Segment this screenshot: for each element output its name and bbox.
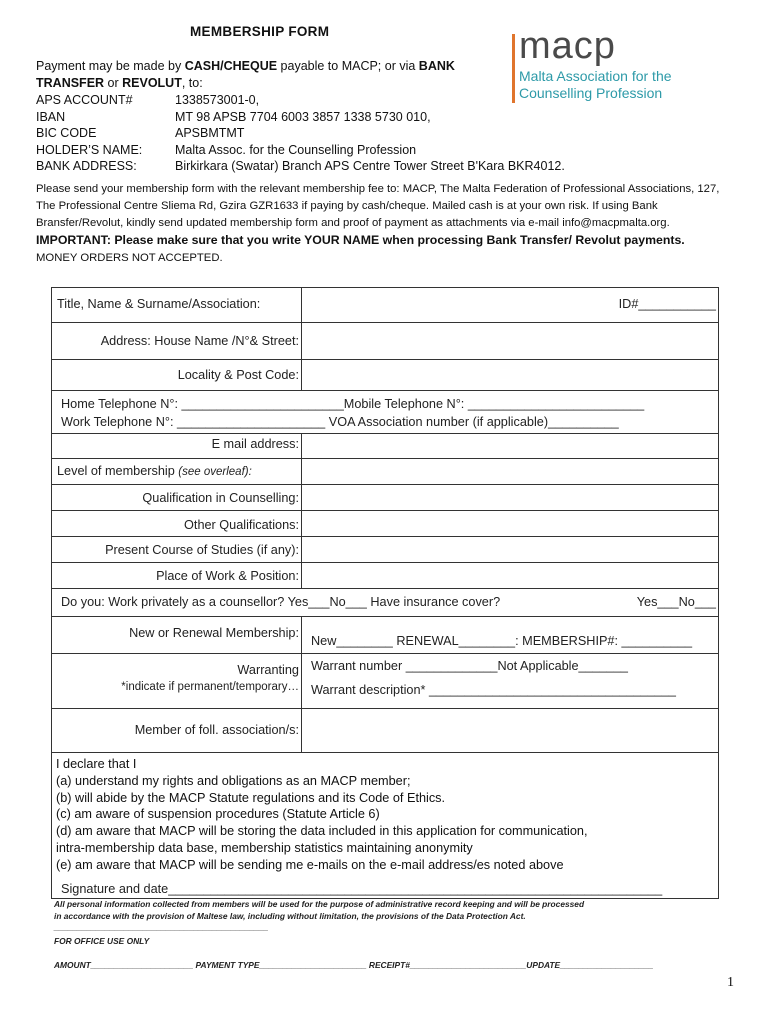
signature-date-field[interactable]: Signature and date______________________________________________________________________ bbox=[61, 882, 663, 896]
member-association-field[interactable] bbox=[301, 708, 720, 752]
declaration-b: (b) will abide by the MACP Statute regulations and its Code of Ethics. bbox=[56, 790, 446, 805]
locality-field[interactable] bbox=[301, 359, 720, 390]
label-course: Present Course of Studies (if any): bbox=[105, 543, 299, 557]
logo-line-2: Counselling Profession bbox=[519, 85, 663, 101]
page-number: 1 bbox=[727, 975, 734, 990]
payment-instructions bbox=[36, 58, 516, 91]
address-field[interactable] bbox=[301, 322, 720, 359]
notice-text: Please send your membership form with the relevant membership fee to: MACP, The Malta Federation of Professional Associations, 127, The Professional Centre Sliema Rd, Gzira GZR1633 if paying by cash/cheque. Mailed cash is at your own risk. If using Bank Bransfer/Revolut, kindly send updated membership form and proof of payment as attachments via e-mail info@macpmalta.org. bbox=[36, 183, 720, 229]
page-title: MEMBERSHIP FORM bbox=[190, 24, 330, 39]
logo-line-1: Malta Association for the bbox=[519, 68, 672, 84]
declaration-a: (a) understand my rights and obligations as an MACP member; bbox=[56, 773, 411, 788]
payment-text-1: Payment may be made by bbox=[36, 59, 185, 73]
payment-bank-transfer: BANK TRANSFER bbox=[36, 59, 455, 90]
other-qualifications-field[interactable] bbox=[301, 510, 720, 536]
label-id: ID#___________ bbox=[618, 297, 716, 311]
declaration-intro: I declare that I bbox=[56, 757, 137, 771]
workplace-field[interactable] bbox=[301, 562, 720, 588]
phones-line-1[interactable]: Home Telephone N°: _______________________Mobile Telephone N°: _________________________ bbox=[61, 397, 645, 411]
privacy-notice-2: in accordance with the provision of Maltese law, including without limitation, the provisions of the Data Protection Act. bbox=[54, 911, 526, 921]
label-address: Address: House Name /N°& Street: bbox=[100, 334, 299, 348]
course-field[interactable] bbox=[301, 536, 720, 562]
logo-subtitle bbox=[519, 68, 739, 102]
label-renewal: New or Renewal Membership: bbox=[129, 626, 299, 640]
payment-text-3: or bbox=[104, 75, 123, 90]
label-workplace: Place of Work & Position: bbox=[156, 569, 299, 583]
important-notice: IMPORTANT: Please make sure that you write YOUR NAME when processing Bank Transfer/ Revolut payments. bbox=[36, 233, 685, 247]
label-locality: Locality & Post Code: bbox=[177, 368, 299, 382]
declaration-e: (e) am aware that MACP will be sending me e-mails on the e-mail address/es noted above bbox=[56, 857, 564, 872]
private-practice-question[interactable]: Do you: Work privately as a counsellor? Yes___No___ Have insurance cover? bbox=[61, 595, 501, 609]
label-email: E mail address: bbox=[211, 437, 299, 451]
payment-revolut: REVOLUT bbox=[122, 75, 182, 90]
declaration bbox=[56, 756, 588, 874]
payment-text-4: , to: bbox=[181, 75, 203, 90]
membership-form-table bbox=[51, 287, 719, 899]
logo-wordmark: macp bbox=[519, 25, 616, 67]
label-qualification: Qualification in Counselling: bbox=[142, 491, 299, 505]
office-use-fields: AMOUNT______________________ PAYMENT TYPE_______________________ RECEIPT#_________________________UPDATE____________________ bbox=[54, 960, 654, 970]
declaration-c: (c) am aware of suspension procedures (Statute Article 6) bbox=[56, 807, 380, 822]
office-use-heading: FOR OFFICE USE ONLY bbox=[54, 936, 150, 946]
phones-line-2[interactable]: Work Telephone N°: _____________________ VOA Association number (if applicable)__________ bbox=[61, 415, 619, 429]
label-title-name: Title, Name & Surname/Association: bbox=[57, 297, 261, 311]
notice-tail: MONEY ORDERS NOT ACCEPTED. bbox=[36, 252, 223, 264]
renewal-field[interactable]: New________ RENEWAL________: MEMBERSHIP#: __________ bbox=[311, 634, 693, 648]
qualification-field[interactable] bbox=[301, 484, 720, 510]
declaration-d-cont: intra-membership data base, membership statistics maintaining anonymity bbox=[56, 840, 473, 855]
send-instructions bbox=[36, 181, 726, 267]
insurance-yes-no[interactable]: Yes___No___ bbox=[636, 595, 716, 609]
email-field[interactable] bbox=[301, 433, 720, 458]
privacy-notice-1: All personal information collected from members will be used for the purpose of administrative record keeping and will be processed bbox=[54, 899, 585, 909]
level-field[interactable] bbox=[301, 458, 720, 484]
label-warranting: Warranting bbox=[237, 663, 299, 677]
label-other-qualifications: Other Qualifications: bbox=[184, 518, 299, 532]
warranting-note: *indicate if permanent/temporary… bbox=[121, 681, 299, 693]
payment-text-2: payable to MACP; or via bbox=[277, 59, 419, 73]
footer-rule: ______________________________________________ bbox=[54, 922, 269, 932]
warrant-description-field[interactable]: Warrant description* ___________________________________ bbox=[311, 683, 676, 697]
payment-cash-cheque: CASH/CHEQUE bbox=[184, 59, 278, 73]
label-level: Level of membership (see overleaf): bbox=[57, 464, 252, 478]
declaration-d: (d) am aware that MACP will be storing the data included in this application for communication, bbox=[56, 824, 588, 839]
warrant-number-field[interactable]: Warrant number _____________Not Applicable_______ bbox=[311, 659, 628, 673]
label-member-association: Member of foll. association/s: bbox=[134, 723, 299, 737]
